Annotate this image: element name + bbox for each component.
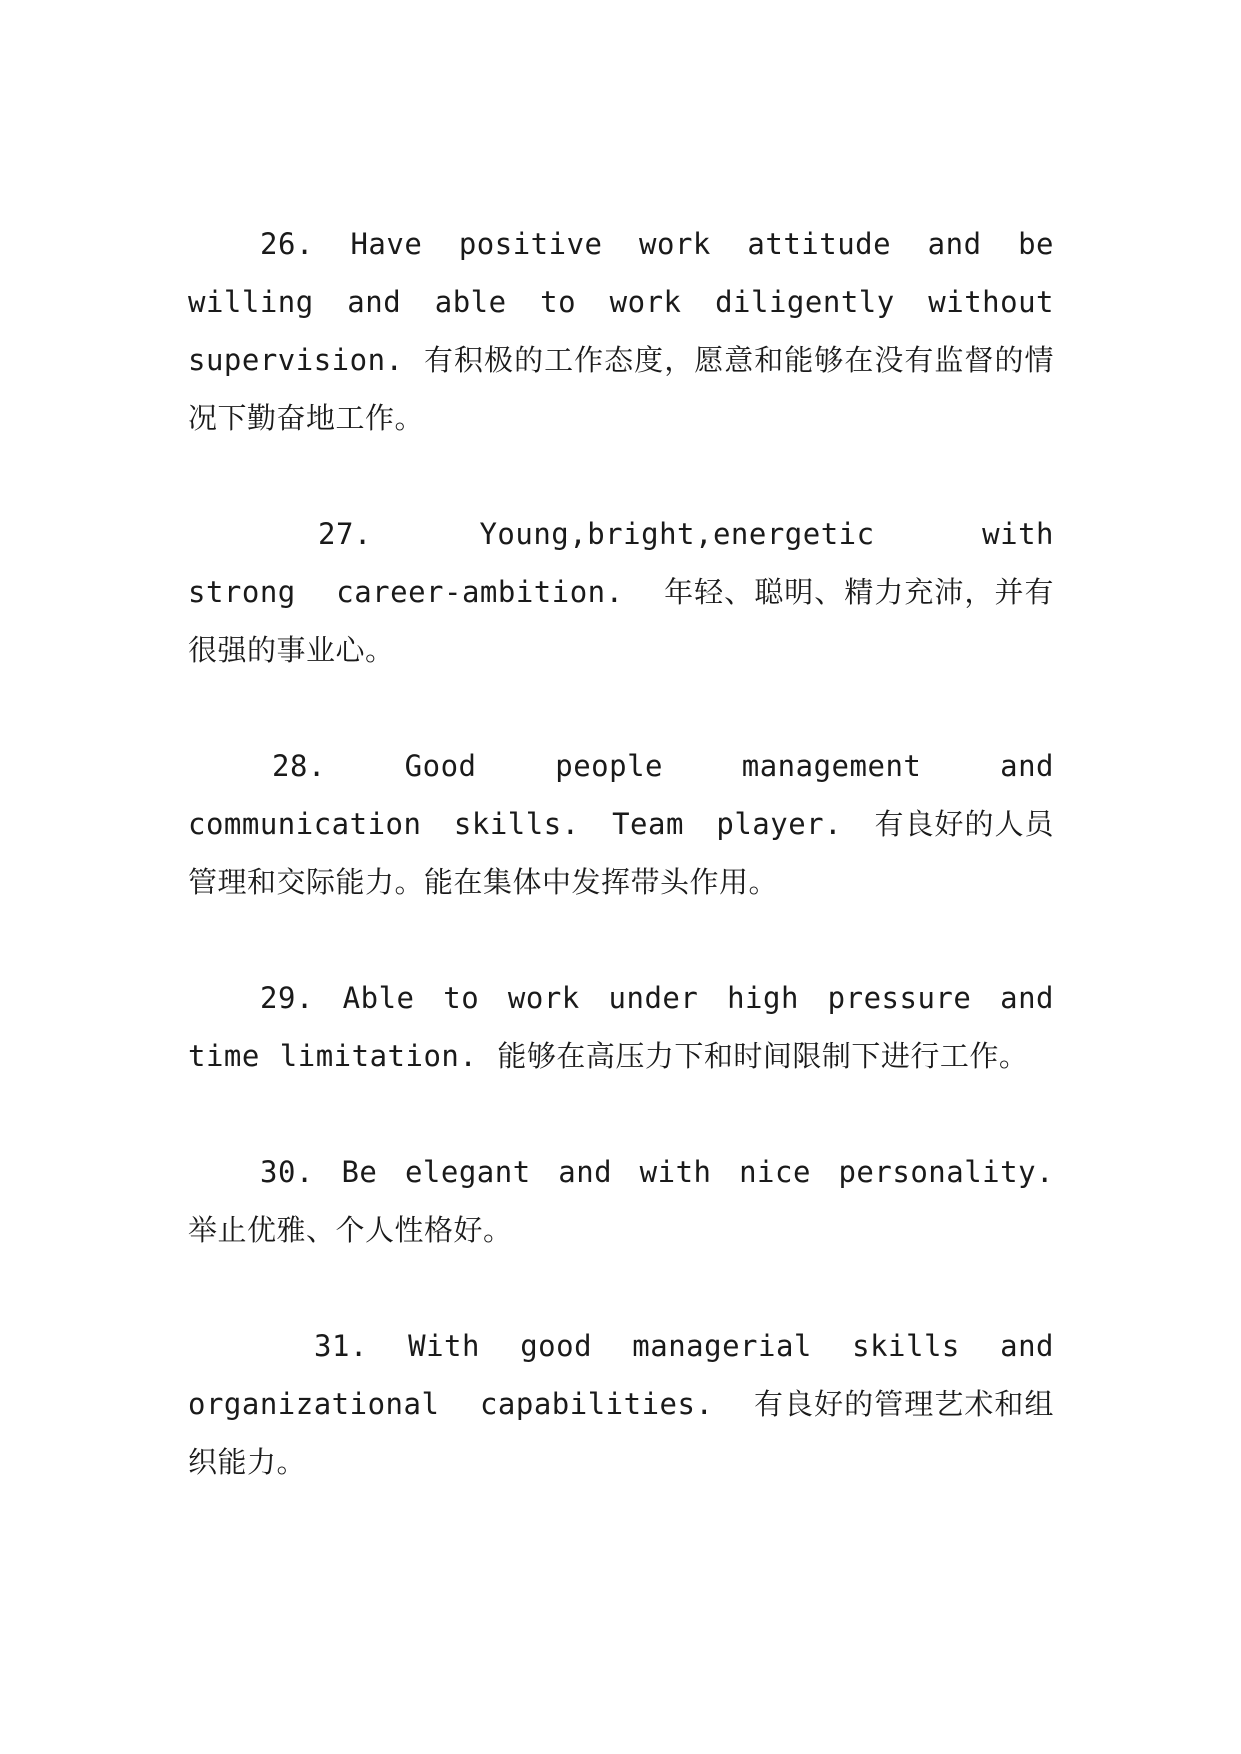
document-body: [188, 215, 1054, 1549]
list-item-26: [188, 215, 1054, 447]
list-item-28: [188, 737, 1054, 911]
item-number: 30.: [260, 1155, 314, 1189]
item-chinese: 年轻、聪明、精力充沛，并有很强的事业心。: [188, 575, 1054, 667]
item-number: 28.: [272, 749, 326, 783]
item-english: Good people management and communication skills. Team player.: [188, 749, 1054, 841]
item-chinese: 有良好的人员管理和交际能力。能在集体中发挥带头作用。: [188, 807, 1054, 899]
item-chinese: 有积极的工作态度，愿意和能够在没有监督的情况下勤奋地工作。: [188, 343, 1054, 435]
item-english: Have positive work attitude and be willing and able to work diligently without supervision.: [188, 227, 1054, 377]
item-english: Young,bright,energetic with strong career-ambition.: [188, 517, 1054, 609]
item-number: 29.: [260, 981, 314, 1015]
item-english: With good managerial skills and organizational capabilities.: [188, 1329, 1054, 1421]
item-chinese: 有良好的管理艺术和组织能力。: [188, 1387, 1054, 1479]
item-chinese: 能够在高压力下和时间限制下进行工作。: [497, 1039, 1029, 1073]
item-number: 27.: [318, 517, 372, 551]
item-english: Be elegant and with nice personality.: [341, 1155, 1054, 1189]
item-chinese: 举止优雅、个人性格好。: [188, 1213, 513, 1247]
list-item-30: [188, 1143, 1054, 1259]
item-number: 31.: [314, 1329, 368, 1363]
item-english: Able to work under high pressure and time limitation.: [188, 981, 1054, 1073]
list-item-27: [188, 505, 1054, 679]
list-item-29: [188, 969, 1054, 1085]
item-number: 26.: [260, 227, 314, 261]
list-item-31: [188, 1317, 1054, 1491]
